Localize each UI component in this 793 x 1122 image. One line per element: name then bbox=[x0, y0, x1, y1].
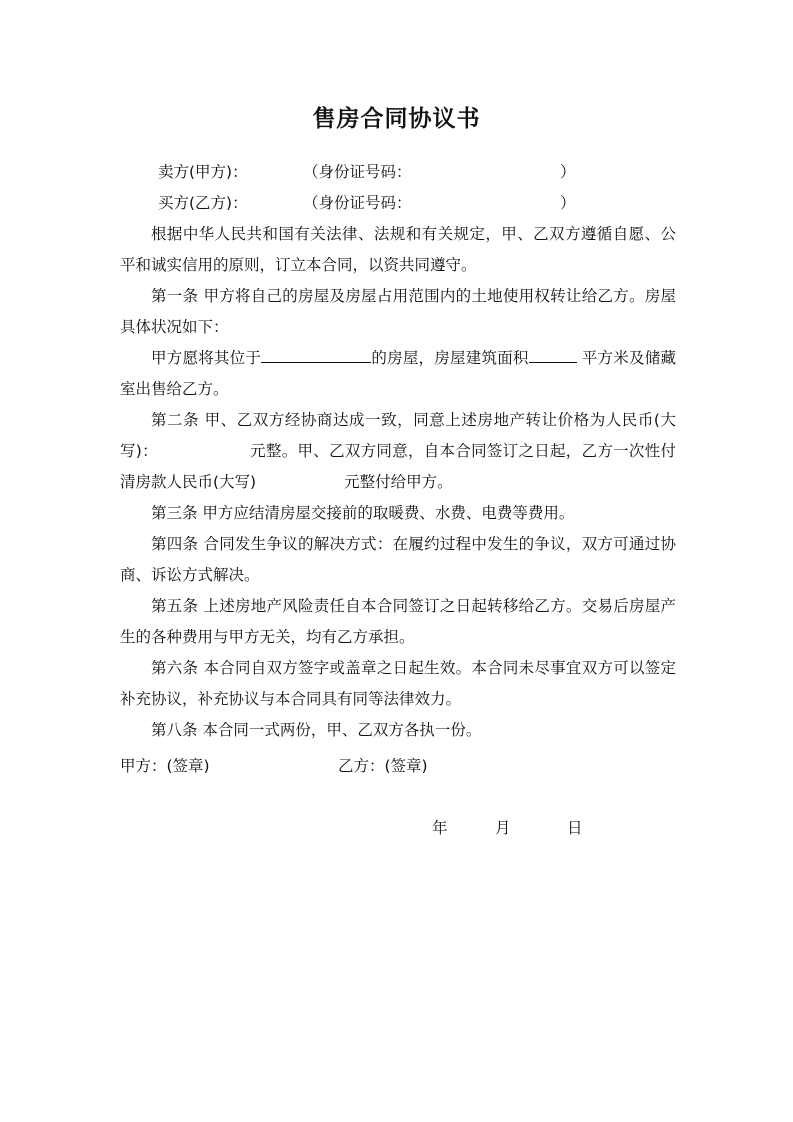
party-b-signature: 乙方：(签章) bbox=[338, 757, 428, 775]
seller-id-close: ） bbox=[560, 163, 576, 181]
article-1: 第一条 甲方将自己的房屋及房屋占用范围内的土地使用权转让给乙方。房屋具体状况如下： bbox=[120, 287, 676, 336]
article-2-price: 第二条 甲、乙双方经协商达成一致，同意上述房地产转让价格为人民币(大写)： bbox=[120, 411, 676, 460]
article-2 bbox=[120, 405, 676, 498]
seller-label: 卖方(甲方)： bbox=[158, 163, 248, 181]
article-2-payment: 元整。甲、乙双方同意，自本合同签订之日起，乙方一次性付清房款人民币(大写) bbox=[120, 442, 676, 491]
article-4: 第四条 合同发生争议的解决方式：在履约过程中发生的争议，双方可通过协商、诉讼方式解决。 bbox=[120, 535, 676, 584]
location-blank bbox=[261, 346, 371, 363]
article-3: 第三条 甲方应结清房屋交接前的取暖费、水费、电费等费用。 bbox=[151, 504, 575, 522]
area-blank bbox=[529, 346, 577, 363]
buyer-id-label: （身份证号码： bbox=[303, 194, 412, 212]
document-title: 售房合同协议书 bbox=[312, 106, 481, 132]
house-storage-text: 平方米及储藏室出售给乙方。 bbox=[120, 349, 676, 398]
date-month: 月 bbox=[495, 819, 511, 837]
article-8: 第八条 本合同一式两份，甲、乙双方各执一份。 bbox=[151, 721, 482, 739]
buyer-id-close: ） bbox=[560, 194, 576, 212]
seller-id-label: （身份证号码： bbox=[303, 163, 412, 181]
date-day: 日 bbox=[567, 819, 583, 837]
house-description bbox=[120, 343, 676, 405]
buyer-label: 买方(乙方)： bbox=[158, 194, 248, 212]
article-2-end: 元整付给甲方。 bbox=[344, 473, 453, 491]
article-5: 第五条 上述房地产风险责任自本合同签订之日起转移给乙方。交易后房屋产生的各种费用与甲方无关，均有乙方承担。 bbox=[120, 597, 676, 646]
house-area-text: 的房屋，房屋建筑面积 bbox=[371, 349, 529, 367]
article-6: 第六条 本合同自双方签字或盖章之日起生效。本合同未尽事宜双方可以签定补充协议，补充协议与本合同具有同等法律效力。 bbox=[120, 659, 676, 708]
date-year: 年 bbox=[432, 819, 448, 837]
party-a-signature: 甲方：(签章) bbox=[120, 757, 210, 775]
house-location-text: 甲方愿将其位于 bbox=[151, 349, 262, 367]
preamble-paragraph: 根据中华人民共和国有关法律、法规和有关规定，甲、乙双方遵循自愿、公平和诚实信用的原则，订立本合同，以资共同遵守。 bbox=[120, 225, 676, 274]
